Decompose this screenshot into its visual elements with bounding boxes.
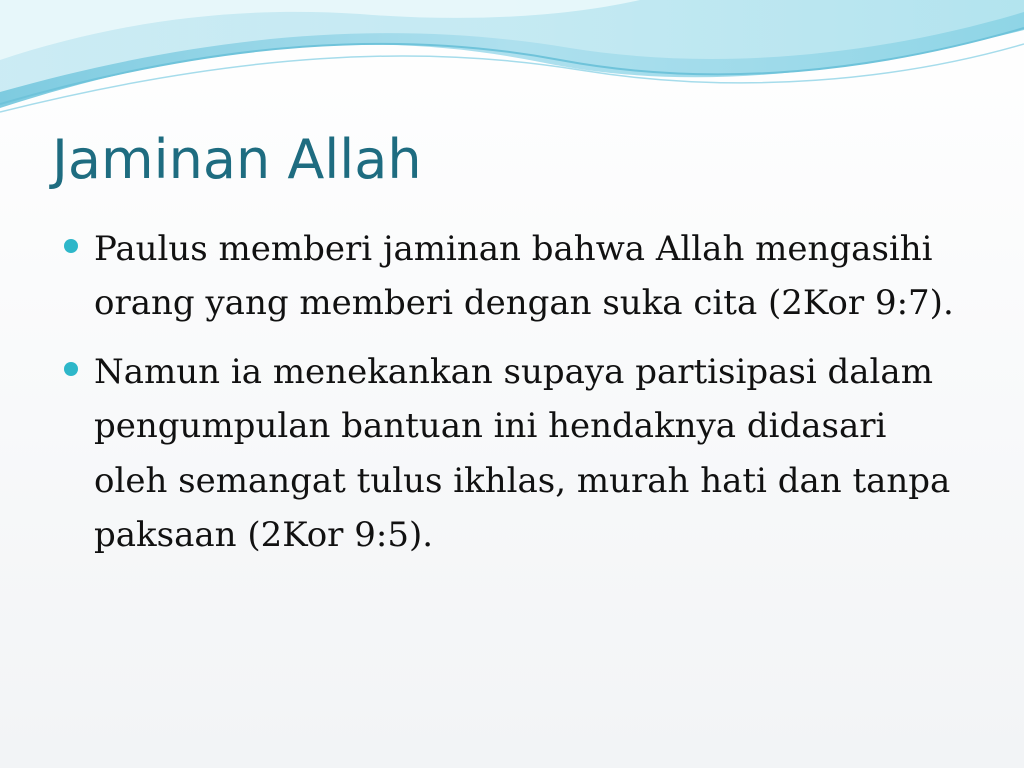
bullet-item-1 (62, 222, 962, 331)
bullet-list (62, 222, 962, 562)
bullet-text-2: Namun ia menekankan supaya partisipasi dalam pengumpulan bantuan ini hendaknya didasari oleh semangat tulus ikhlas, murah hati dan tanpa paksaan (2Kor 9:5). (94, 351, 951, 555)
bullet-text-1: Paulus memberi jaminan bahwa Allah mengasihi orang yang memberi dengan suka cita (2Kor 9:7). (94, 229, 954, 324)
bullet-item-2 (62, 345, 962, 563)
slide-content (62, 222, 962, 576)
slide-title: Jaminan Allah (52, 128, 422, 191)
bullet-dot-icon (64, 239, 78, 253)
header-wave-decoration (0, 0, 1024, 130)
bullet-dot-icon (64, 362, 78, 376)
